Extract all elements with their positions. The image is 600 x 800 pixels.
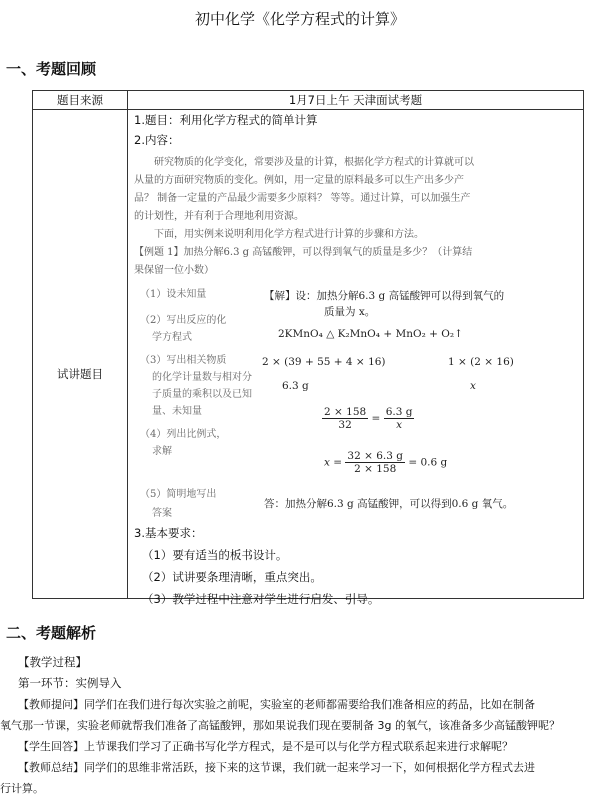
topic-label-cell bbox=[33, 110, 128, 599]
ratio-right bbox=[384, 406, 415, 431]
chemical-equation: 2KMnO₄ △ K₂MnO₄ + MnO₂ + O₂↑ bbox=[278, 328, 463, 340]
teacher-question: 【教师提问】同学们在我们进行每次实验之前呢，实验室的老师都需要给我们准备相应的药品，比如在制备 bbox=[18, 698, 535, 711]
step-line: 的化学计量数与相对分 bbox=[152, 372, 252, 383]
example-line: 【例题 1】加热分解6.3 g 高锰酸钾，可以得到氧气的质量是多少？（计算结 bbox=[134, 247, 473, 258]
x-denominator: 2 × 158 bbox=[354, 463, 397, 475]
requirements-title: 3.基本要求： bbox=[134, 526, 203, 540]
step-line: （1）设未知量 bbox=[140, 289, 207, 300]
ratio-num-right: 6.3 g bbox=[385, 406, 413, 418]
mass-right: 1 × (2 × 16) bbox=[448, 356, 514, 368]
known-mass: 6.3 g bbox=[282, 380, 309, 392]
step-line: （5）简明地写出 bbox=[140, 489, 217, 500]
example-line: 果保留一位小数） bbox=[134, 265, 214, 276]
textbook-paragraph bbox=[134, 154, 474, 280]
solution-answer: 答：加热分解6.3 g 高锰酸钾，可以得到0.6 g 氧气。 bbox=[264, 498, 514, 510]
solve-x bbox=[324, 450, 447, 475]
topic-content bbox=[128, 110, 584, 606]
solution-line: 【解】设：加热分解6.3 g 高锰酸钾可以得到氧气的 bbox=[264, 290, 505, 302]
step-line: 子质量的乘积以及已知 bbox=[152, 389, 252, 400]
process-heading: 【教学过程】 bbox=[18, 655, 87, 669]
ratio-equation bbox=[322, 406, 414, 431]
para-line: 从量的方面研究物质的变化。例如，用一定量的原料最多可以生产出多少产 bbox=[134, 175, 464, 186]
ratio-left bbox=[322, 406, 368, 431]
section-heading-analysis: 二、考题解析 bbox=[6, 624, 97, 642]
requirement-item: （1）要有适当的板书设计。 bbox=[142, 548, 288, 562]
requirement-item: （2）试讲要条理清晰，重点突出。 bbox=[142, 570, 322, 584]
step-line: （4）列出比例式， bbox=[140, 429, 227, 440]
exam-info-table bbox=[32, 90, 584, 606]
section-heading-review: 一、考题回顾 bbox=[6, 60, 97, 78]
requirement-item: （3）教学过程中注意对学生进行启发、引导。 bbox=[142, 592, 380, 606]
doc-title: 初中化学《化学方程式的计算》 bbox=[194, 10, 405, 28]
para-line: 品？ 制备一定量的产品最少需要多少原料？ 等等。通过计算，可以加强生产 bbox=[134, 193, 471, 204]
step-line: 求解 bbox=[152, 446, 172, 457]
teacher-summary-cont: 行计算。 bbox=[0, 782, 44, 795]
teacher-summary: 【教师总结】同学们的思维非常活跃，接下来的这节课，我们就一起来学习一下，如何根据化学方程式去进 bbox=[18, 761, 535, 774]
para-line: 的计划性，并有利于合理地利用资源。 bbox=[134, 211, 304, 222]
student-answer: 【学生回答】上节课我们学习了正确书写化学方程式，是不是可以与化学方程式联系起来进行求解呢？ bbox=[18, 740, 513, 753]
item-content-label: 2.内容： bbox=[134, 133, 180, 147]
step-heading: 第一环节：实例导入 bbox=[18, 676, 122, 690]
x-label: x = bbox=[324, 456, 343, 469]
step-line: 量、未知量 bbox=[152, 406, 202, 417]
item-title: 1.题目：利用化学方程式的简单计算 bbox=[134, 113, 318, 127]
x-fraction bbox=[345, 450, 405, 475]
step-line: 学方程式 bbox=[152, 332, 192, 343]
ratio-den-left: 32 bbox=[338, 419, 352, 431]
ratio-den-right: x bbox=[396, 419, 403, 431]
source-label: 题目来源 bbox=[33, 91, 128, 110]
step-line: （3）写出相关物质 bbox=[140, 355, 227, 366]
unknown-mass: x bbox=[470, 380, 476, 392]
ratio-equals: = bbox=[371, 412, 381, 425]
topic-label: 试讲题目 bbox=[57, 367, 103, 381]
para-line: 研究物质的化学变化，常要涉及量的计算，根据化学方程式的计算就可以 bbox=[154, 157, 474, 168]
step-line: （2）写出反应的化 bbox=[140, 315, 227, 326]
step-list bbox=[140, 286, 252, 522]
para-line: 下面，用实例来说明利用化学方程式进行计算的步骤和方法。 bbox=[154, 229, 424, 240]
teacher-question-cont: 氧气那一节课，实验老师就帮我们准备了高锰酸钾，那如果说我们现在要制备 3g 的氧气，该准备多少高锰酸钾呢？ bbox=[0, 719, 560, 732]
mass-left: 2 × (39 + 55 + 4 × 16) bbox=[262, 356, 386, 368]
x-result: = 0.6 g bbox=[408, 456, 448, 469]
analysis-body bbox=[0, 652, 600, 799]
step-line: 答案 bbox=[152, 508, 172, 519]
x-numerator: 32 × 6.3 g bbox=[347, 450, 403, 462]
ratio-num-left: 2 × 158 bbox=[324, 406, 367, 418]
source-value: 1月7日上午 天津面试考题 bbox=[128, 91, 584, 110]
solution-line: 质量为 x。 bbox=[324, 306, 376, 318]
